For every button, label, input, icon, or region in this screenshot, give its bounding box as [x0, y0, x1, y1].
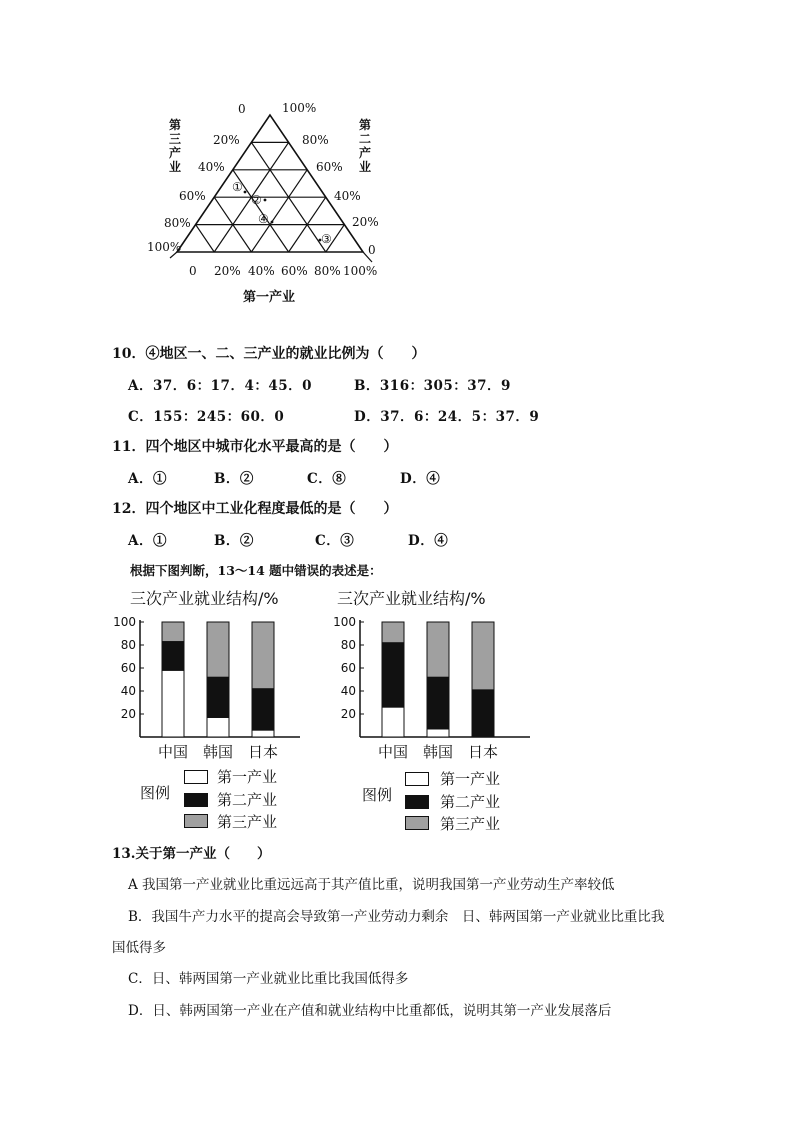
- triangle-grid: [150, 95, 390, 275]
- legend-2-secondary-label: 第二产业: [440, 793, 501, 811]
- question-10-option-a: A．37．6：17．4：45．0: [128, 378, 313, 394]
- legend-1-swatch-primary: [184, 770, 208, 784]
- question-11-option-c: C．⑧: [307, 471, 347, 487]
- chart-2-ytick-label-40: 40: [340, 684, 356, 698]
- chart-1-bar-0-series-1: [162, 642, 184, 671]
- chart-2-category-label-1: 韩国: [422, 743, 454, 761]
- point-1-label: ①: [232, 180, 243, 194]
- point-2-label: ②: [251, 193, 262, 207]
- chart-2-bar-1-series-1: [427, 677, 449, 729]
- right-tick-60: 60%: [316, 160, 343, 174]
- question-10-option-c: C．155：245：60．0: [128, 409, 285, 425]
- point-1-dot: [244, 191, 247, 194]
- legend-1-secondary-label: 第二产业: [217, 791, 278, 809]
- point-2-dot: [264, 199, 267, 202]
- question-13-stem: 13.关于第一产业（ ）: [112, 846, 271, 862]
- question-11-option-b: B．②: [214, 471, 254, 487]
- left-axis-title: 第三产业: [168, 118, 181, 174]
- question-12-option-d: D．④: [408, 533, 449, 549]
- charts-intro: 根据下图判断，13～14 题中错误的表述是：: [130, 563, 382, 578]
- bottom-tick-20: 20%: [214, 264, 241, 278]
- legend-2-tertiary-label: 第三产业: [440, 815, 501, 833]
- question-13-option-a: A 我国第一产业就业比重远远高于其产值比重，说明我国第一产业劳动生产率较低: [128, 877, 615, 893]
- bottom-axis-title: 第一产业: [243, 290, 296, 305]
- chart-1-ytick-label-60: 60: [120, 661, 136, 675]
- question-10-option-d: D．37．6：24．5：37．9: [354, 409, 540, 425]
- chart-2-category-label-2: 日本: [467, 743, 499, 761]
- right-axis-title: 第二产业: [358, 118, 371, 174]
- legend-2-primary-label: 第一产业: [440, 770, 501, 788]
- question-11-stem: 11．四个地区中城市化水平最高的是（ ）: [112, 439, 398, 455]
- question-10-stem: 10．④地区一、二、三产业的就业比例为（ ）: [112, 346, 426, 362]
- legend-2-swatch-tertiary: [405, 816, 429, 830]
- chart-2-bar-1-series-0: [427, 729, 449, 737]
- chart-1-bar-1-series-0: [207, 717, 229, 737]
- chart-2-bar-0-series-1: [382, 643, 404, 707]
- question-12-option-b: B．②: [214, 533, 254, 549]
- left-tick-80: 80%: [164, 216, 191, 230]
- question-11-option-d: D．④: [400, 471, 441, 487]
- point-4-label: ④: [258, 212, 269, 226]
- right-tick-80: 80%: [302, 133, 329, 147]
- bottom-tick-60: 60%: [281, 264, 308, 278]
- legend-2-swatch-primary: [405, 772, 429, 786]
- question-10-option-b: B．316：305：37．9: [354, 378, 511, 394]
- question-13-option-b-line2: 国低得多: [112, 940, 166, 956]
- chart-1-category-label-2: 日本: [247, 743, 279, 761]
- chart-1-bar-1-series-1: [207, 677, 229, 717]
- chart-1-legend-label: 图例: [140, 784, 171, 802]
- legend-1-tertiary-label: 第三产业: [217, 813, 278, 831]
- question-12-option-a: A．①: [128, 533, 167, 549]
- right-tick-0: 0: [368, 243, 376, 257]
- left-tick-60: 60%: [179, 189, 206, 203]
- chart-1-category-label-1: 韩国: [202, 743, 234, 761]
- right-tick-100: 100%: [282, 101, 317, 115]
- point-4-dot: [271, 221, 274, 224]
- question-11-option-a: A．①: [128, 471, 167, 487]
- bottom-tick-40: 40%: [248, 264, 275, 278]
- question-13-option-d: D．日、韩两国第一产业在产值和就业结构中比重都低，说明其第一产业发展落后: [128, 1003, 612, 1019]
- left-tick-40: 40%: [198, 160, 225, 174]
- left-tick-100: 100%: [147, 240, 182, 254]
- chart-1-bar-2-series-2: [252, 622, 274, 689]
- chart-2: [330, 612, 530, 764]
- chart-2-category-label-0: 中国: [377, 743, 409, 761]
- chart-2-bar-1-series-2: [427, 622, 449, 677]
- chart-1-bar-2-series-1: [252, 689, 274, 730]
- question-12-stem: 12．四个地区中工业化程度最低的是（ ）: [112, 501, 398, 517]
- bottom-tick-80: 80%: [314, 264, 341, 278]
- chart-1-bar-2-series-0: [252, 730, 274, 737]
- chart-2-bar-0-series-0: [382, 707, 404, 737]
- chart-2-title: 三次产业就业结构/%: [337, 589, 486, 608]
- legend-1-primary-label: 第一产业: [217, 768, 278, 786]
- chart-2-bar-0-series-2: [382, 622, 404, 643]
- bottom-tick-100: 100%: [343, 264, 378, 278]
- chart-2-legend-label: 图例: [362, 786, 393, 804]
- chart-1-ytick-label-40: 40: [120, 684, 136, 698]
- chart-2-ytick-label-20: 20: [340, 707, 356, 721]
- chart-2-ytick-label-80: 80: [340, 638, 356, 652]
- point-3-label: ③: [321, 232, 332, 246]
- chart-1-ytick-label-20: 20: [120, 707, 136, 721]
- right-tick-40: 40%: [334, 189, 361, 203]
- chart-1-category-label-0: 中国: [157, 743, 189, 761]
- chart-2-bar-2-series-2: [472, 622, 494, 690]
- chart-1-bar-0-series-0: [162, 670, 184, 737]
- chart-1-ytick-label-100: 100: [113, 615, 136, 629]
- chart-1-bar-0-series-2: [162, 622, 184, 642]
- left-tick-0: 0: [238, 102, 246, 116]
- legend-1-swatch-tertiary: [184, 814, 208, 828]
- chart-1-bar-1-series-2: [207, 622, 229, 677]
- question-13-option-b-line1: B．我国牛产力水平的提高会导致第一产业劳动力剩余 日、韩两国第一产业就业比重比我: [128, 909, 665, 925]
- chart-1-ytick-label-80: 80: [120, 638, 136, 652]
- bottom-tick-0: 0: [189, 264, 197, 278]
- chart-1: [110, 612, 300, 764]
- chart-2-bar-2-series-1: [472, 690, 494, 737]
- left-tick-20: 20%: [213, 133, 240, 147]
- chart-1-title: 三次产业就业结构/%: [130, 589, 279, 608]
- chart-2-ytick-label-100: 100: [333, 615, 356, 629]
- chart-2-ytick-label-60: 60: [340, 661, 356, 675]
- right-tick-20: 20%: [352, 215, 379, 229]
- question-13-option-c: C．日、韩两国第一产业就业比重比我国低得多: [128, 971, 409, 987]
- legend-1-swatch-secondary: [184, 793, 208, 807]
- question-12-option-c: C．③: [315, 533, 355, 549]
- legend-2-swatch-secondary: [405, 795, 429, 809]
